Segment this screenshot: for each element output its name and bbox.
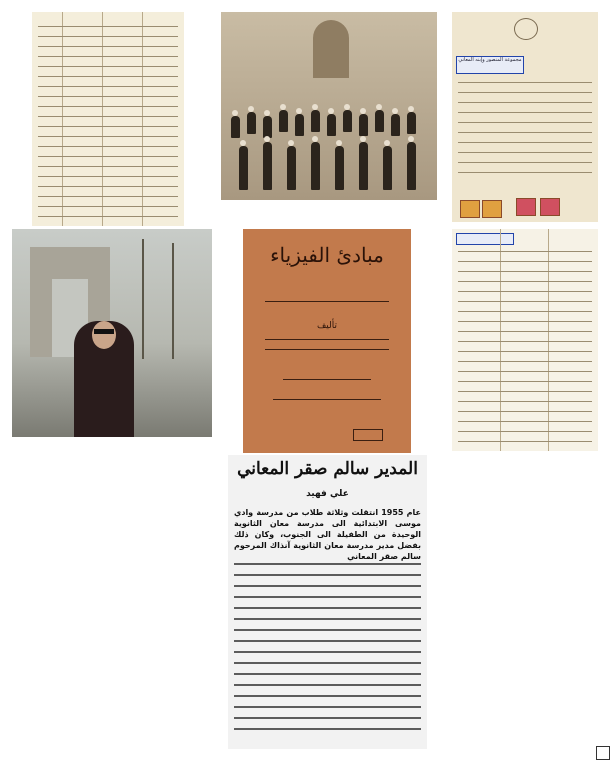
revenue-stamp bbox=[482, 200, 502, 218]
newspaper-clipping bbox=[228, 455, 427, 749]
book-author-label: تأليف bbox=[316, 321, 338, 331]
publisher-mark bbox=[353, 429, 383, 441]
newspaper-byline: علي فهيد bbox=[306, 489, 349, 499]
book-title: مبادئ الفيزياء bbox=[270, 243, 384, 267]
revenue-stamp bbox=[516, 198, 536, 216]
newspaper-lead-paragraph: عام 1955 انتقلت وثلاثة طلاب من مدرسة وادي موسى الابتدائية الى مدرسة معان الثانوية الوحيدة من الطفيلة الى الجنوب، وكان ذلك بفضل مدير مدرسة معان الثانوية آنذاك المرحوم سالم صقر المعاني bbox=[234, 508, 421, 561]
certificate-label-box: مجموعة المنصور وإبنه المعاني bbox=[456, 56, 524, 74]
revenue-stamp bbox=[540, 198, 560, 216]
physics-book-cover bbox=[243, 229, 411, 453]
group-photo-teachers-students bbox=[221, 12, 437, 200]
people-group bbox=[227, 76, 431, 196]
bare-tree bbox=[172, 243, 174, 359]
collection-label-box bbox=[456, 233, 514, 245]
man-face bbox=[92, 321, 116, 349]
portrait-photo-man-paris bbox=[12, 229, 212, 437]
coat-of-arms-emblem bbox=[514, 18, 538, 40]
sunglasses bbox=[94, 329, 114, 334]
handwritten-ledger-page bbox=[32, 12, 184, 226]
newspaper-headline: المدير سالم صقر المعاني bbox=[237, 459, 418, 479]
bare-tree bbox=[142, 239, 144, 359]
resize-handle-icon[interactable] bbox=[596, 746, 610, 760]
newspaper-body-text bbox=[234, 563, 421, 739]
revenue-stamp bbox=[460, 200, 480, 218]
official-certificate-document bbox=[452, 12, 598, 222]
arched-doorway bbox=[313, 20, 349, 78]
handwritten-register-page bbox=[452, 229, 598, 451]
